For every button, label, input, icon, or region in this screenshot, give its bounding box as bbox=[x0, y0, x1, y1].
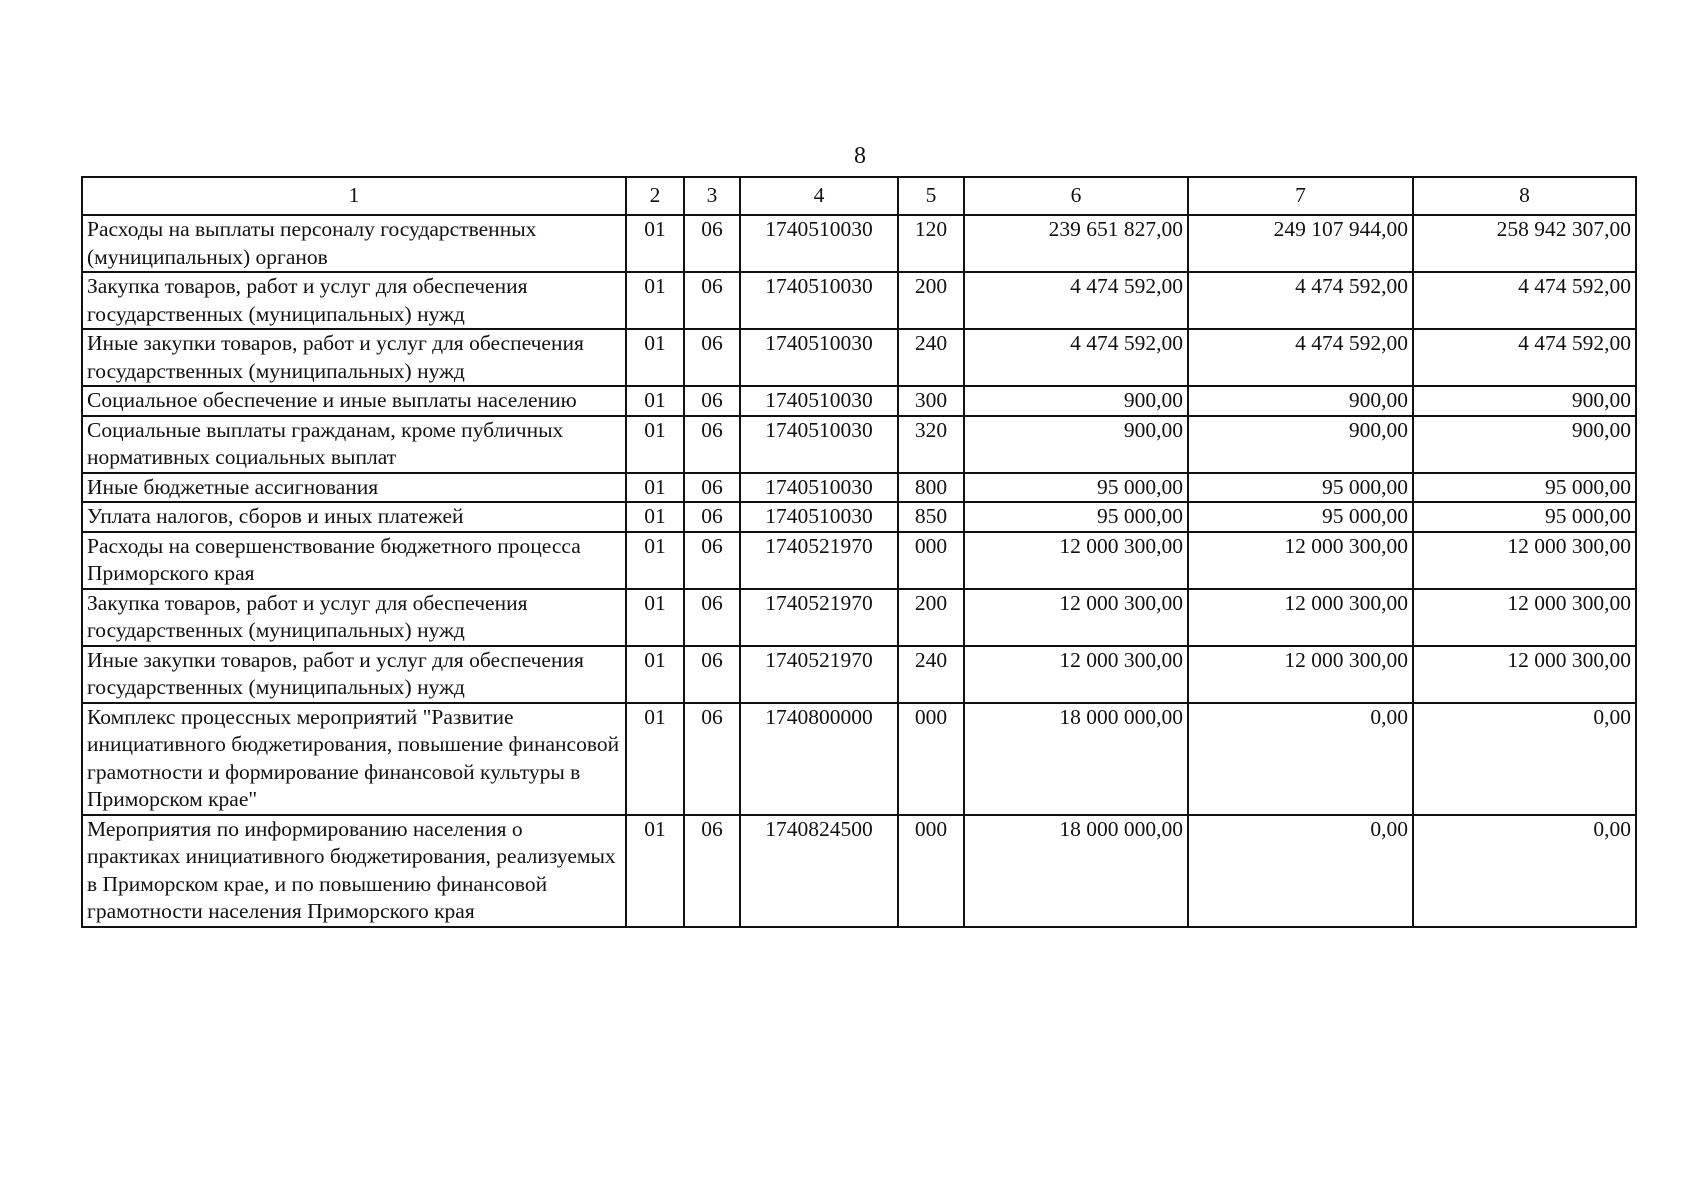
row-amount-col-8: 12 000 300,00 bbox=[1413, 532, 1636, 589]
row-amount-col-8: 95 000,00 bbox=[1413, 473, 1636, 503]
row-amount-col-6: 239 651 827,00 bbox=[964, 215, 1188, 272]
row-target-article: 1740510030 bbox=[740, 473, 898, 503]
row-expense-type: 200 bbox=[898, 272, 964, 329]
row-subsection-code: 06 bbox=[684, 215, 740, 272]
row-target-article: 1740521970 bbox=[740, 589, 898, 646]
row-amount-col-6: 4 474 592,00 bbox=[964, 272, 1188, 329]
table-row bbox=[82, 703, 1636, 815]
row-section-code: 01 bbox=[626, 272, 684, 329]
row-expense-type: 120 bbox=[898, 215, 964, 272]
header-row bbox=[82, 177, 1636, 215]
row-name: Расходы на совершенствование бюджетного процесса Приморского края bbox=[82, 532, 626, 589]
row-amount-col-6: 95 000,00 bbox=[964, 473, 1188, 503]
row-target-article: 1740521970 bbox=[740, 646, 898, 703]
table-body bbox=[82, 215, 1636, 927]
table-row bbox=[82, 473, 1636, 503]
row-expense-type: 240 bbox=[898, 329, 964, 386]
header-col-4: 4 bbox=[740, 177, 898, 215]
row-expense-type: 800 bbox=[898, 473, 964, 503]
row-section-code: 01 bbox=[626, 473, 684, 503]
table-row bbox=[82, 416, 1636, 473]
row-subsection-code: 06 bbox=[684, 272, 740, 329]
row-section-code: 01 bbox=[626, 329, 684, 386]
row-expense-type: 000 bbox=[898, 815, 964, 927]
row-target-article: 1740510030 bbox=[740, 502, 898, 532]
row-target-article: 1740824500 bbox=[740, 815, 898, 927]
row-amount-col-6: 12 000 300,00 bbox=[964, 646, 1188, 703]
row-amount-col-8: 900,00 bbox=[1413, 386, 1636, 416]
row-name: Расходы на выплаты персоналу государственных (муниципальных) органов bbox=[82, 215, 626, 272]
row-section-code: 01 bbox=[626, 416, 684, 473]
row-target-article: 1740800000 bbox=[740, 703, 898, 815]
row-amount-col-8: 900,00 bbox=[1413, 416, 1636, 473]
row-subsection-code: 06 bbox=[684, 416, 740, 473]
row-amount-col-7: 4 474 592,00 bbox=[1188, 329, 1413, 386]
row-amount-col-7: 12 000 300,00 bbox=[1188, 589, 1413, 646]
row-amount-col-7: 0,00 bbox=[1188, 703, 1413, 815]
row-amount-col-6: 12 000 300,00 bbox=[964, 532, 1188, 589]
row-target-article: 1740510030 bbox=[740, 215, 898, 272]
row-amount-col-8: 12 000 300,00 bbox=[1413, 646, 1636, 703]
table-row bbox=[82, 215, 1636, 272]
row-subsection-code: 06 bbox=[684, 386, 740, 416]
row-amount-col-8: 12 000 300,00 bbox=[1413, 589, 1636, 646]
row-name: Социальные выплаты гражданам, кроме публичных нормативных социальных выплат bbox=[82, 416, 626, 473]
row-amount-col-6: 12 000 300,00 bbox=[964, 589, 1188, 646]
row-target-article: 1740510030 bbox=[740, 416, 898, 473]
table-row bbox=[82, 272, 1636, 329]
row-name: Комплекс процессных мероприятий "Развитие инициативного бюджетирования, повышение финансовой грамотности и формирование финансовой культуры в Приморском крае" bbox=[82, 703, 626, 815]
row-name: Иные закупки товаров, работ и услуг для обеспечения государственных (муниципальных) нужд bbox=[82, 329, 626, 386]
row-section-code: 01 bbox=[626, 703, 684, 815]
table-row bbox=[82, 502, 1636, 532]
row-amount-col-7: 12 000 300,00 bbox=[1188, 532, 1413, 589]
row-name: Иные бюджетные ассигнования bbox=[82, 473, 626, 503]
row-expense-type: 850 bbox=[898, 502, 964, 532]
header-col-8: 8 bbox=[1413, 177, 1636, 215]
row-amount-col-8: 0,00 bbox=[1413, 815, 1636, 927]
row-section-code: 01 bbox=[626, 815, 684, 927]
row-amount-col-6: 900,00 bbox=[964, 416, 1188, 473]
budget-table bbox=[81, 176, 1637, 928]
row-section-code: 01 bbox=[626, 646, 684, 703]
header-col-6: 6 bbox=[964, 177, 1188, 215]
row-target-article: 1740510030 bbox=[740, 386, 898, 416]
row-name: Иные закупки товаров, работ и услуг для обеспечения государственных (муниципальных) нужд bbox=[82, 646, 626, 703]
header-col-1: 1 bbox=[82, 177, 626, 215]
row-amount-col-6: 900,00 bbox=[964, 386, 1188, 416]
row-amount-col-7: 249 107 944,00 bbox=[1188, 215, 1413, 272]
header-col-3: 3 bbox=[684, 177, 740, 215]
row-amount-col-8: 0,00 bbox=[1413, 703, 1636, 815]
row-amount-col-7: 95 000,00 bbox=[1188, 473, 1413, 503]
row-amount-col-6: 95 000,00 bbox=[964, 502, 1188, 532]
header-col-7: 7 bbox=[1188, 177, 1413, 215]
row-expense-type: 000 bbox=[898, 532, 964, 589]
row-amount-col-8: 95 000,00 bbox=[1413, 502, 1636, 532]
table-row bbox=[82, 815, 1636, 927]
page-number: 8 bbox=[854, 143, 866, 169]
row-subsection-code: 06 bbox=[684, 502, 740, 532]
row-subsection-code: 06 bbox=[684, 815, 740, 927]
table-row bbox=[82, 589, 1636, 646]
row-expense-type: 320 bbox=[898, 416, 964, 473]
row-name: Уплата налогов, сборов и иных платежей bbox=[82, 502, 626, 532]
row-section-code: 01 bbox=[626, 386, 684, 416]
row-amount-col-7: 95 000,00 bbox=[1188, 502, 1413, 532]
row-name: Закупка товаров, работ и услуг для обеспечения государственных (муниципальных) нужд bbox=[82, 589, 626, 646]
row-amount-col-6: 18 000 000,00 bbox=[964, 703, 1188, 815]
row-subsection-code: 06 bbox=[684, 473, 740, 503]
row-amount-col-8: 4 474 592,00 bbox=[1413, 329, 1636, 386]
table-row bbox=[82, 532, 1636, 589]
row-section-code: 01 bbox=[626, 532, 684, 589]
table-row bbox=[82, 386, 1636, 416]
row-expense-type: 000 bbox=[898, 703, 964, 815]
row-amount-col-8: 4 474 592,00 bbox=[1413, 272, 1636, 329]
row-name: Социальное обеспечение и иные выплаты населению bbox=[82, 386, 626, 416]
row-expense-type: 240 bbox=[898, 646, 964, 703]
row-amount-col-6: 4 474 592,00 bbox=[964, 329, 1188, 386]
row-amount-col-6: 18 000 000,00 bbox=[964, 815, 1188, 927]
header-col-2: 2 bbox=[626, 177, 684, 215]
row-amount-col-7: 900,00 bbox=[1188, 386, 1413, 416]
row-subsection-code: 06 bbox=[684, 589, 740, 646]
row-target-article: 1740510030 bbox=[740, 329, 898, 386]
table-row bbox=[82, 646, 1636, 703]
row-expense-type: 200 bbox=[898, 589, 964, 646]
row-subsection-code: 06 bbox=[684, 532, 740, 589]
row-amount-col-7: 0,00 bbox=[1188, 815, 1413, 927]
row-target-article: 1740521970 bbox=[740, 532, 898, 589]
row-subsection-code: 06 bbox=[684, 329, 740, 386]
row-target-article: 1740510030 bbox=[740, 272, 898, 329]
row-name: Мероприятия по информированию населения о практиках инициативного бюджетирования, реализуемых в Приморском крае, и по повышению финансовой грамотности населения Приморского края bbox=[82, 815, 626, 927]
row-amount-col-8: 258 942 307,00 bbox=[1413, 215, 1636, 272]
row-subsection-code: 06 bbox=[684, 703, 740, 815]
row-subsection-code: 06 bbox=[684, 646, 740, 703]
row-amount-col-7: 12 000 300,00 bbox=[1188, 646, 1413, 703]
header-col-5: 5 bbox=[898, 177, 964, 215]
row-name: Закупка товаров, работ и услуг для обеспечения государственных (муниципальных) нужд bbox=[82, 272, 626, 329]
row-section-code: 01 bbox=[626, 215, 684, 272]
row-section-code: 01 bbox=[626, 502, 684, 532]
row-amount-col-7: 4 474 592,00 bbox=[1188, 272, 1413, 329]
row-expense-type: 300 bbox=[898, 386, 964, 416]
row-section-code: 01 bbox=[626, 589, 684, 646]
row-amount-col-7: 900,00 bbox=[1188, 416, 1413, 473]
table-row bbox=[82, 329, 1636, 386]
